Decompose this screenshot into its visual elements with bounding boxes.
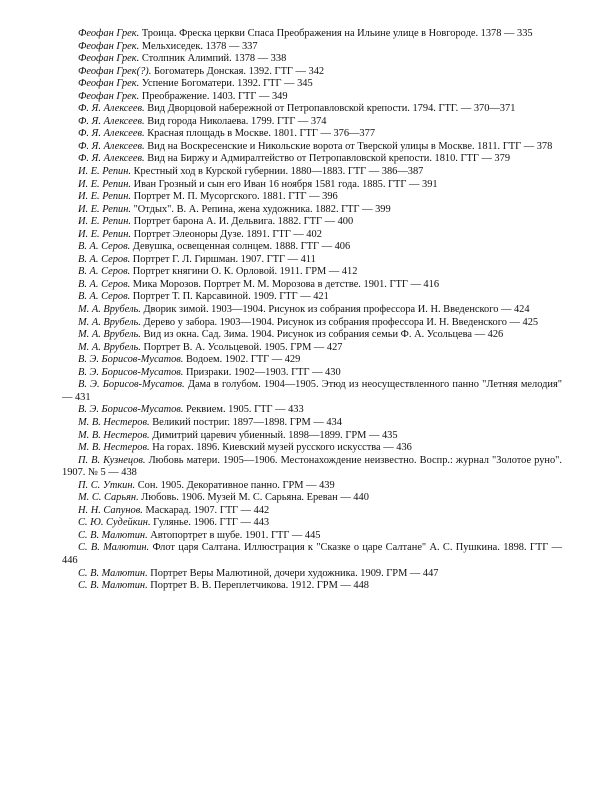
entry-text: Мельхиседек. 1378 — 337 [139,40,258,52]
entry-text: Успение Богоматери. 1392. ГТГ — 345 [139,78,313,90]
entry-author: С. Ю. Судейкин. [78,517,151,529]
entry-text: Богоматерь Донская. 1392. ГТГ — 342 [151,65,325,77]
entry-author: Феофан Грек. [78,78,140,90]
list-entry [62,430,562,443]
list-entry [62,153,562,166]
list-entry [62,28,562,41]
entry-author: Феофан Грек. [78,28,140,39]
entry-text: Вид на Воскресенские и Никольские ворота от Тверской улицы в Москве. 1811. ГТГ — 378 [144,140,553,152]
entry-text: Крестный ход в Курской губернии. 1880—1883. ГТГ — 386—387 [130,166,424,178]
list-entry [62,279,562,292]
entry-author: С. В. Малютин. [78,567,148,579]
list-entry [62,329,562,342]
entry-text: Преображение. 1403. ГТГ — 349 [139,90,288,102]
entry-text: Портрет Элеоноры Дузе. 1891. ГТГ — 402 [130,228,322,240]
entry-text: Маскарад. 1907. ГТГ — 442 [142,504,270,516]
list-entry [62,229,562,242]
entry-author: В. Э. Борисов-Мусатов. [78,379,185,391]
entry-author: С. В. Малютин. [78,580,148,592]
entry-author: Ф. Я. Алексеев. [78,140,145,152]
list-entry [62,216,562,229]
entry-text: Вид города Николаева. 1799. ГТГ — 374 [144,115,327,127]
entry-author: В. Э. Борисов-Мусатов. [78,354,184,366]
entry-text: Любовь. 1906. Музей М. С. Сарьяна. Ереван — 440 [138,492,369,504]
entry-author: Ф. Я. Алексеев. [78,153,145,165]
entry-author: Ф. Я. Алексеев. [78,115,145,127]
entry-author: И. Е. Репин. [78,203,131,215]
entry-author: В. А. Серов. [78,241,131,253]
entry-author: Ф. Я. Алексеев. [78,128,145,140]
list-entry [62,191,562,204]
entry-author: Феофан Грек. [78,40,140,52]
list-entry [62,78,562,91]
entry-text: Портрет В. А. Усольцевой. 1905. ГРМ — 427 [140,341,343,353]
entry-text: Мика Морозов. Портрет М. М. Морозова в детстве. 1901. ГТГ — 416 [130,278,440,290]
entry-author: Феофан Грек. [78,53,140,65]
list-entry [62,103,562,116]
entry-text: Девушка, освещенная солнцем. 1888. ГТГ — 406 [130,241,351,253]
list-entry [62,568,562,581]
entry-text: Дерево у забора. 1903—1904. Рисунок из собрания профессора И. Н. Введенского — 425 [140,316,539,328]
entry-text: Дама в голубом. 1904—1905. Этюд из неосуществленного панно "Летняя мелодия" — 431 [62,379,562,403]
list-entry [62,291,562,304]
list-entry [62,241,562,254]
entry-author: В. Э. Борисов-Мусатов. [78,404,184,416]
entry-text: Столпник Алимпий. 1378 — 338 [139,53,287,65]
list-entry [62,342,562,355]
list-entry [62,41,562,54]
entry-author: П. С. Уткин. [78,479,136,491]
list-entry [62,367,562,380]
entry-text: Вид на Биржу и Адмиралтейство от Петропавловской крепости. 1810. ГТГ — 379 [144,153,511,165]
entry-author: В. А. Серов. [78,266,131,278]
entry-author: П. В. Кузнецов. [78,454,146,466]
entry-author: И. Е. Репин. [78,166,131,178]
entry-text: Автопортрет в шубе. 1901. ГТГ — 445 [147,529,321,541]
entry-author: М. А. Врубель. [78,316,141,328]
entry-text: Флот царя Салтана. Иллюстрация к "Сказке о царе Салтане" А. С. Пушкина. 1898. ГТГ — 446 [62,542,562,566]
list-entry [62,505,562,518]
entry-text: "Отдых". В. А. Репина, жена художника. 1882. ГТГ — 399 [130,203,391,215]
entry-author: М. С. Сарьян. [78,492,139,504]
entry-author: И. Е. Репин. [78,216,131,228]
entry-text: Портрет барона А. И. Дельвига. 1882. ГТГ — 400 [130,216,354,228]
list-entry [62,116,562,129]
entry-text: Портрет М. П. Мусоргского. 1881. ГТГ — 396 [130,191,338,203]
entry-text: Димитрий царевич убиенный. 1898—1899. ГРМ — 435 [149,429,398,441]
entry-text: Реквием. 1905. ГТГ — 433 [183,404,304,416]
list-entry [62,141,562,154]
entry-text: Портрет Т. П. Карсавиной. 1909. ГТГ — 421 [130,291,329,303]
entry-author: И. Е. Репин. [78,228,131,240]
entry-text: Дворик зимой. 1903—1904. Рисунок из собрания профессора И. Н. Введенского — 424 [140,304,530,316]
entry-text: Портрет княгини О. К. Орловой. 1911. ГРМ — 412 [130,266,358,278]
entry-text: Красная площадь в Москве. 1801. ГТГ — 376—377 [144,128,376,140]
list-entry [62,204,562,217]
entry-text: Портрет Веры Малютиной, дочери художника. 1909. ГРМ — 447 [147,567,439,579]
entry-text: Вид Дворцовой набережной от Петропавловской крепости. 1794. ГТГ. — 370—371 [144,103,516,115]
entry-author: В. А. Серов. [78,253,131,265]
entry-author: Ф. Я. Алексеев. [78,103,145,115]
list-entry [62,317,562,330]
list-entry [62,455,562,480]
list-entry [62,91,562,104]
list-entry [62,542,562,567]
list-entry [62,66,562,79]
list-entry [62,304,562,317]
list-entry [62,580,562,593]
entry-text: Водоем. 1902. ГТГ — 429 [183,354,301,366]
list-entry [62,530,562,543]
entry-author: С. В. Малютин. [78,542,150,554]
entry-text: Гулянье. 1906. ГТГ — 443 [150,517,270,529]
entry-author: В. А. Серов. [78,278,131,290]
list-entry [62,254,562,267]
entry-text: Любовь матери. 1905—1906. Местонахождение неизвестно. Воспр.: журнал "Золотое руно". 1907. № 5 — 438 [62,454,562,479]
entry-author: М. В. Нестеров. [78,416,150,428]
entry-text: На горах. 1896. Киевский музей русского искусства — 436 [149,442,412,454]
entry-author: М. А. Врубель. [78,329,141,341]
entry-author: Н. Н. Сапунов. [78,504,143,516]
list-entry [62,480,562,493]
list-entry [62,492,562,505]
entry-author: С. В. Малютин. [78,529,148,541]
list-entry [62,404,562,417]
entry-author: М. В. Нестеров. [78,442,150,454]
entry-author: И. Е. Репин. [78,178,131,190]
list-entry [62,128,562,141]
entry-text: Иван Грозный и сын его Иван 16 ноября 1581 года. 1885. ГТГ — 391 [130,178,438,190]
entry-text: Портрет Г. Л. Гиршман. 1907. ГТГ — 411 [130,253,316,265]
entry-author: М. В. Нестеров. [78,429,150,441]
entry-author: М. А. Врубель. [78,304,141,316]
entry-author: И. Е. Репин. [78,191,131,203]
entry-text: Портрет В. В. Переплетчикова. 1912. ГРМ — 448 [147,580,369,592]
illustration-list [62,28,562,593]
list-entry [62,517,562,530]
list-entry [62,166,562,179]
entry-text: Троица. Фреска церкви Спаса Преображения на Ильине улице в Новгороде. 1378 — 335 [139,28,533,39]
entry-text: Призраки. 1902—1903. ГТГ — 430 [183,366,341,378]
entry-author: Феофан Грек. [78,90,140,102]
entry-text: Вид из окна. Сад. Зима. 1904. Рисунок из собрания семьи Ф. А. Усольцева — 426 [140,329,504,341]
list-entry [62,354,562,367]
list-entry [62,53,562,66]
list-entry [62,379,562,404]
list-entry [62,179,562,192]
entry-text: Великий постриг. 1897—1898. ГРМ — 434 [149,416,342,428]
list-entry [62,442,562,455]
entry-author: В. Э. Борисов-Мусатов. [78,366,184,378]
entry-author: Феофан Грек(?). [78,65,152,77]
list-entry [62,417,562,430]
list-entry [62,266,562,279]
entry-author: В. А. Серов. [78,291,131,303]
entry-author: М. А. Врубель. [78,341,141,353]
entry-text: Сон. 1905. Декоративное панно. ГРМ — 439 [135,479,335,491]
